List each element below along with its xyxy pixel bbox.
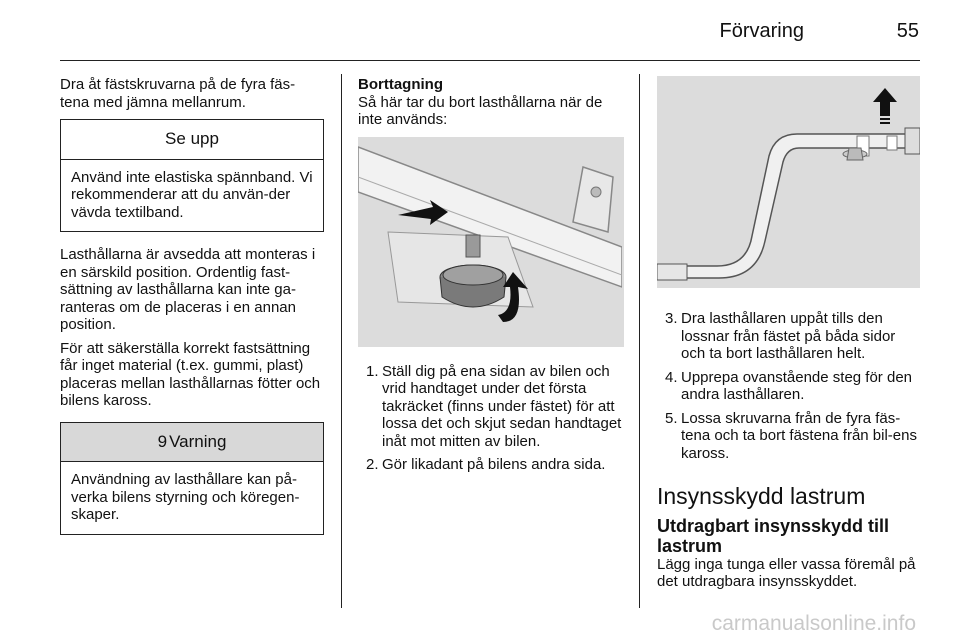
warning-box bbox=[60, 422, 324, 535]
section-subtitle: Utdragbart insynsskydd till lastrum bbox=[657, 515, 890, 556]
removal-intro: Så här tar du bort lasthållarna när de inte används: bbox=[358, 93, 603, 128]
warning-icon: 9 bbox=[157, 431, 168, 451]
figure-knob-illustration bbox=[358, 137, 624, 347]
column-divider-1 bbox=[341, 74, 342, 608]
column-1 bbox=[60, 76, 324, 535]
warning-body: Användning av lasthållare kan på-verka bilens styrning och köregen-skaper. bbox=[71, 471, 300, 523]
warning-header bbox=[61, 423, 323, 463]
removal-steps-list-continued bbox=[657, 310, 920, 462]
caution-body: Använd inte elastiska spännband. Vi rekommenderar att du använ-der vävda textilband. bbox=[71, 168, 313, 221]
paragraph-position: Lasthållarna är avsedda att monteras i en särskild position. Ordentlig fast-sättning av lasthållarna kan inte ga-ranteras om de placeras i en annan position. bbox=[60, 246, 316, 333]
paragraph-material: För att säkerställa korrekt fastsättning får inget material (t.ex. gummi, plast) placeras mellan lasthållarnas fötter och bilens kaross. bbox=[60, 339, 321, 409]
list-item: 3. Dra lasthållaren uppåt tills den lossnar från fästet på båda sidor och ta bort lasthållaren helt. bbox=[665, 310, 896, 362]
intro-text: Dra åt fästskruvarna på de fyra fäs-tena med jämna mellanrum. bbox=[60, 76, 296, 111]
page-number: 55 bbox=[896, 20, 919, 42]
list-item: 4. Upprepa ovanstående steg för den andra lasthållaren. bbox=[665, 368, 912, 403]
header-rule bbox=[60, 60, 920, 61]
caution-box bbox=[60, 119, 324, 232]
removal-steps-list bbox=[358, 363, 624, 474]
list-item: 2. Gör likadant på bilens andra sida. bbox=[366, 456, 606, 473]
section-title: Insynsskydd lastrum bbox=[657, 483, 866, 509]
list-item: 1. Ställ dig på ena sidan av bilen och vrid handtaget under det första takräcket (finns under fästet) för att lossa det och skjut sedan handtaget inåt mot mitten av bilen. bbox=[366, 362, 622, 450]
column-3 bbox=[657, 76, 920, 597]
holder-illustration bbox=[657, 76, 920, 288]
removal-heading: Borttagning bbox=[358, 76, 443, 93]
watermark: carmanualsonline.info bbox=[711, 612, 916, 635]
column-2 bbox=[358, 76, 624, 480]
list-item: 5. Lossa skruvarna från de fyra fäs-tena och ta bort fästena från bil-ens kaross. bbox=[665, 409, 917, 462]
column-divider-2 bbox=[639, 74, 640, 608]
figure-holder-illustration bbox=[657, 76, 920, 288]
section-body: Lägg inga tunga eller vassa föremål på det utdragbara insynsskyddet. bbox=[657, 555, 916, 590]
page-title: Förvaring bbox=[719, 20, 804, 42]
warning-title: Varning bbox=[169, 431, 227, 451]
knob-illustration bbox=[358, 137, 622, 347]
caution-title: Se upp bbox=[61, 120, 323, 160]
